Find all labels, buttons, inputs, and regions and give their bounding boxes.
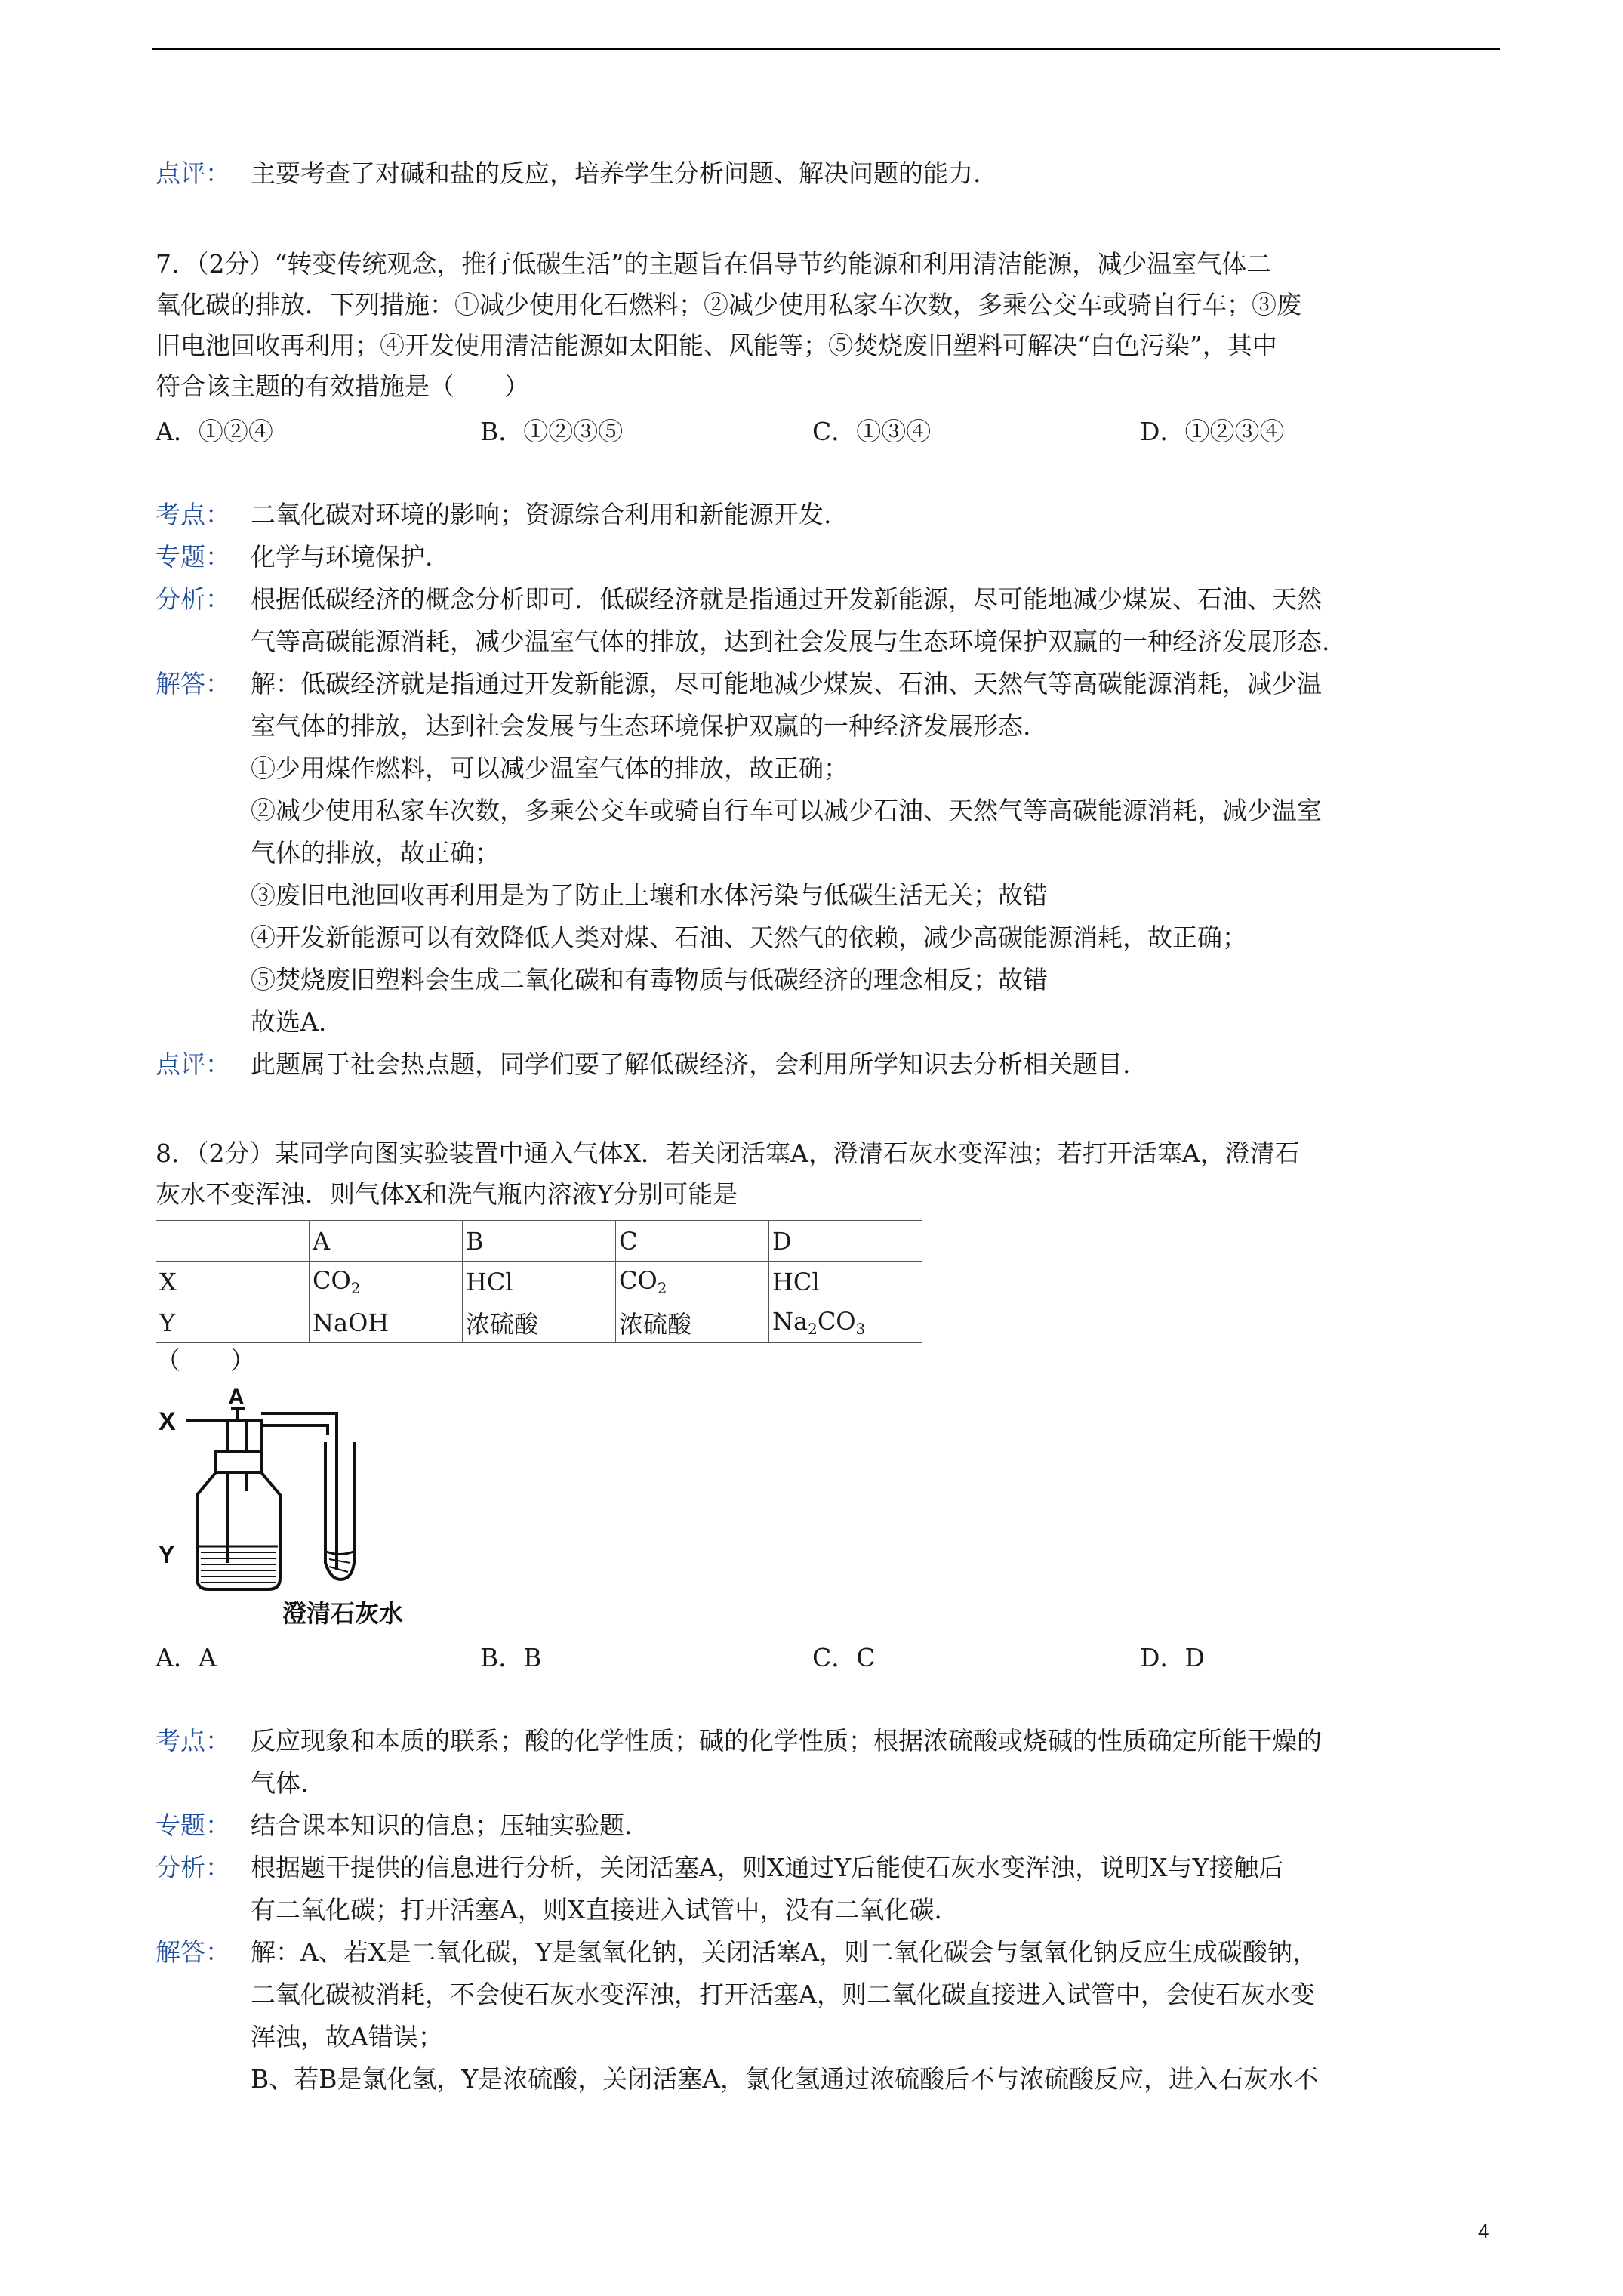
q7-jieda-label: 解答：	[156, 669, 230, 698]
figure-label-a: A	[228, 1385, 245, 1410]
q8-kaodian-line-2: 气体.	[251, 1768, 309, 1798]
q8-jieda-line-1: 解：A、若X是二氧化碳，Y是氢氧化钠，关闭活塞A，则二氧化碳会与氢氧化钠反应生成碳酸钠，	[251, 1937, 1317, 1967]
table-cell: 浓硫酸	[616, 1302, 769, 1343]
q7-kaodian-label: 考点：	[156, 500, 230, 529]
q7-jieda-line-2: 室气体的排放，达到社会发展与生态环境保护双赢的一种经济发展形态.	[251, 711, 1031, 741]
q8-option-c: C．C	[812, 1643, 876, 1672]
formula: CO	[313, 1266, 351, 1295]
table-cell	[310, 1262, 463, 1302]
q8-jieda-line-3: 浑浊，故A错误；	[251, 2022, 443, 2051]
q7-stem-line-2: 氧化碳的排放．下列措施：①减少使用化石燃料；②减少使用私家车次数，多乘公交车或骑自行车；③废	[156, 290, 1301, 319]
q7-option-c: C．①③④	[812, 417, 932, 446]
q8-jieda-label: 解答：	[156, 1937, 230, 1967]
apparatus-figure	[156, 1382, 435, 1631]
q8-option-b: B．B	[480, 1643, 542, 1672]
q8-jieda-line-2: 二氧化碳被消耗，不会使石灰水变浑浊，打开活塞A，则二氧化碳直接进入试管中，会使石灰水变	[251, 1980, 1315, 2009]
q7-dianping: 此题属于社会热点题，同学们要了解低碳经济，会利用所学知识去分析相关题目.	[251, 1049, 1131, 1079]
q7-stem-line-4: 符合该主题的有效措施是（ ）	[156, 371, 529, 401]
subscript: 2	[350, 1279, 361, 1297]
table-cell: X	[156, 1262, 310, 1302]
q8-option-a: A．A	[156, 1643, 217, 1672]
subscript: 3	[855, 1320, 866, 1338]
q8-stem-line-1: 8．（2分）某同学向图实验装置中通入气体X．若关闭活塞A，澄清石灰水变浑浊；若打开活塞A，澄清石	[156, 1139, 1300, 1168]
figure-caption: 澄清石灰水	[282, 1599, 404, 1628]
table-cell	[616, 1262, 769, 1302]
q7-fenxi-line-2: 气等高碳能源消耗，减少温室气体的排放，达到社会发展与生态环境保护双赢的一种经济发展形态.	[251, 627, 1330, 656]
table-row	[156, 1302, 922, 1343]
q8-stem-line-2: 灰水不变浑浊．则气体X和洗气瓶内溶液Y分别可能是	[156, 1179, 738, 1209]
subscript: 2	[657, 1279, 667, 1297]
table-cell: NaOH	[310, 1302, 463, 1343]
q7-option-d: D．①②③④	[1140, 417, 1285, 446]
table-cell: B	[463, 1221, 616, 1262]
comment-text: 主要考查了对碱和盐的反应，培养学生分析问题、解决问题的能力.	[251, 159, 981, 188]
table-row	[156, 1221, 922, 1262]
q7-jieda-line-4: ②减少使用私家车次数，多乘公交车或骑自行车可以减少石油、天然气等高碳能源消耗，减少温室	[251, 796, 1322, 825]
comment-label: 点评：	[156, 159, 230, 188]
q7-jieda-line-1: 解：低碳经济就是指通过开发新能源，尽可能地减少煤炭、石油、天然气等高碳能源消耗，减少温	[251, 669, 1322, 698]
q7-fenxi-line-1: 根据低碳经济的概念分析即可．低碳经济就是指通过开发新能源，尽可能地减少煤炭、石油、天然	[251, 584, 1322, 614]
q8-table	[156, 1220, 922, 1343]
q7-jieda-line-5: 气体的排放，故正确；	[251, 838, 500, 868]
table-cell	[769, 1302, 922, 1343]
q8-fenxi-line-1: 根据题干提供的信息进行分析，关闭活塞A，则X通过Y后能使石灰水变浑浊，说明X与Y接触后	[251, 1853, 1284, 1882]
table-cell: C	[616, 1221, 769, 1262]
q8-option-d: D．D	[1140, 1643, 1205, 1672]
formula: CO	[619, 1266, 658, 1295]
q7-jieda-line-8: ⑤焚烧废旧塑料会生成二氧化碳和有毒物质与低碳经济的理念相反；故错	[251, 965, 1048, 994]
table-cell: HCl	[463, 1262, 616, 1302]
q7-fenxi-label: 分析：	[156, 584, 230, 614]
q7-stem-line-3: 旧电池回收再利用；④开发使用清洁能源如太阳能、风能等；⑤焚烧废旧塑料可解决“白色污染”，其中	[156, 331, 1277, 360]
table-cell: A	[310, 1221, 463, 1262]
table-row	[156, 1262, 922, 1302]
q7-jieda-line-7: ④开发新能源可以有效降低人类对煤、石油、天然气的依赖，减少高碳能源消耗，故正确；	[251, 923, 1247, 952]
q7-jieda-line-6: ③废旧电池回收再利用是为了防止土壤和水体污染与低碳生活无关；故错	[251, 880, 1048, 910]
header-rule	[152, 48, 1500, 50]
page-number: 4	[1478, 2220, 1489, 2242]
q7-zhuanti-label: 专题：	[156, 542, 230, 572]
q8-kaodian-label: 考点：	[156, 1726, 230, 1755]
q7-kaodian: 二氧化碳对环境的影响；资源综合利用和新能源开发.	[251, 500, 832, 529]
q7-jieda-line-9: 故选A.	[251, 1007, 327, 1037]
q8-answer-blank: （ ）	[156, 1345, 255, 1375]
table-cell: D	[769, 1221, 922, 1262]
q8-fenxi-label: 分析：	[156, 1853, 230, 1882]
table-cell: 浓硫酸	[463, 1302, 616, 1343]
figure-label-x: X	[159, 1407, 176, 1436]
q7-jieda-line-3: ①少用煤作燃料，可以减少温室气体的排放，故正确；	[251, 754, 848, 783]
q8-jieda-line-4: B、若B是氯化氢，Y是浓硫酸，关闭活塞A，氯化氢通过浓硫酸后不与浓硫酸反应，进入石灰水不	[251, 2064, 1319, 2094]
table-cell: Y	[156, 1302, 310, 1343]
subscript: 2	[808, 1320, 818, 1338]
table-cell: HCl	[769, 1262, 922, 1302]
formula: CO	[817, 1307, 856, 1336]
q7-option-b: B．①②③⑤	[480, 417, 624, 446]
formula: Na	[772, 1307, 808, 1336]
q7-zhuanti: 化学与环境保护.	[251, 542, 433, 572]
q8-fenxi-line-2: 有二氧化碳；打开活塞A，则X直接进入试管中，没有二氧化碳.	[251, 1895, 942, 1925]
q8-zhuanti: 结合课本知识的信息；压轴实验题.	[251, 1811, 633, 1840]
q8-zhuanti-label: 专题：	[156, 1811, 230, 1840]
table-cell	[156, 1221, 310, 1262]
figure-label-y: Y	[159, 1541, 175, 1568]
q7-stem-line-1: 7．（2分）“转变传统观念，推行低碳生活”的主题旨在倡导节约能源和利用清洁能源，减少温室气体二	[156, 249, 1272, 279]
q7-option-a: A．①②④	[156, 417, 273, 446]
q7-dianping-label: 点评：	[156, 1049, 230, 1079]
q8-kaodian-line-1: 反应现象和本质的联系；酸的化学性质；碱的化学性质；根据浓硫酸或烧碱的性质确定所能干燥的	[251, 1726, 1322, 1755]
